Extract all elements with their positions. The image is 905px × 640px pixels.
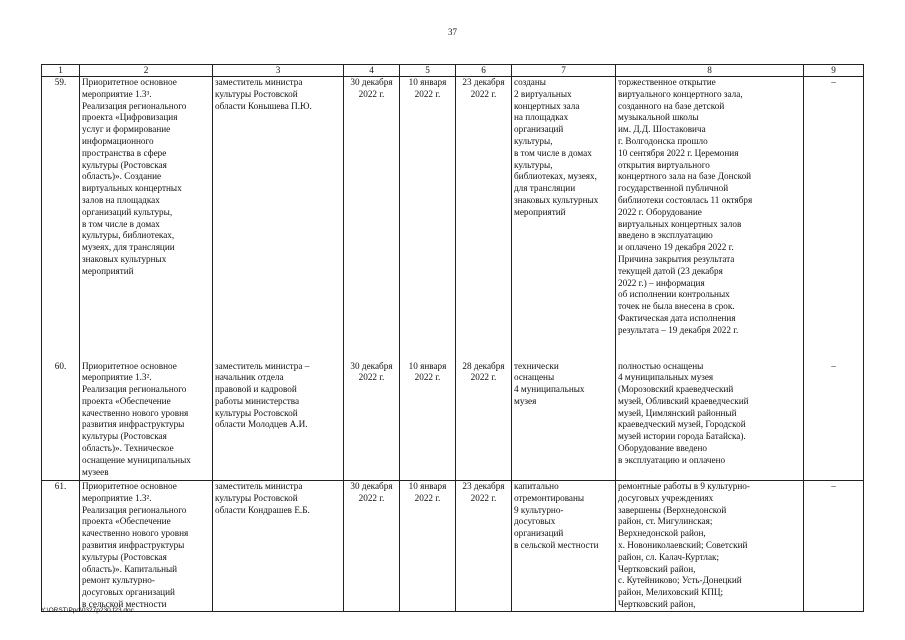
plan-start-cell: 10 января 2022 г. (400, 77, 456, 361)
col-header: 9 (804, 65, 864, 77)
col-header: 7 (512, 65, 616, 77)
page-number: 37 (448, 27, 457, 37)
result-fact-cell: торжественное открытие виртуального концертного зала, созданного на базе детской музыкальной школы им. Д.Д. Шостаковича г. Волгодонска прошло 10 сентября 2022 г. Церемония открытия виртуального концертного зала на базе Донской государственной публичной библиотеки состоялась 11 октября 2022 г. Оборудование виртуальных концертных залов введено в эксплуатацию и оплачено 19 декабря 2022 г. Причина закрытия результата текущей датой (23 декабря 2022 г.) – информация об исполнении контрольных точек не была внесена в срок. Фактическая дата исполнения результата – 19 декабря 2022 г. (616, 77, 804, 361)
col-header: 2 (80, 65, 213, 77)
table-row (42, 77, 864, 361)
result-fact-cell: ремонтные работы в 9 культурно- досуговых учреждениях завершены (Верхнедонской район, ст. Мигулинская; Верхнедонской район, х. Новониколаевский; Советский район, сл. Калач-Куртлак; Чертковский район, с. Кутейниково; Усть-Донецкий район, Мелиховский КПЦ; Чертковский район, (616, 481, 804, 612)
plan-end-cell: 30 декабря 2022 г. (344, 481, 400, 612)
fact-end-cell: 28 декабря 2022 г. (456, 361, 512, 481)
fact-end-cell: 23 декабря 2022 г. (456, 481, 512, 612)
plan-start-cell: 10 января 2022 г. (400, 361, 456, 481)
fact-end-cell: 23 декабря 2022 г. (456, 77, 512, 361)
col-header: 3 (213, 65, 344, 77)
event-cell: Приоритетное основное мероприятие 1.3³. Реализация регионального проекта «Цифровизация услуг и формирование информационного пространства в сфере культуры (Ростовская область)». Создание виртуальных концертных залов на площадках организаций культуры, в том числе в домах культуры, библиотеках, музеях, для трансляции знаковых культурных мероприятий (80, 77, 213, 361)
plan-start-cell: 10 января 2022 г. (400, 481, 456, 612)
result-plan-cell: капитально отремонтированы 9 культурно- досуговых организаций в сельской местности (512, 481, 616, 612)
row-number: 59. (42, 77, 80, 361)
col-header: 4 (344, 65, 400, 77)
col-header: 5 (400, 65, 456, 77)
table-row (42, 361, 864, 481)
note-cell: – (804, 481, 864, 612)
col-header: 1 (42, 65, 80, 77)
col-header: 8 (616, 65, 804, 77)
note-cell: – (804, 361, 864, 481)
event-cell: Приоритетное основное мероприятие 1.3². Реализация регионального проекта «Обеспечение качественно нового уровня развития инфраструктуры культуры (Ростовская область)». Капитальный ремонт культурно- досуговых организаций в сельской местности (80, 481, 213, 612)
result-plan-cell: технически оснащены 4 муниципальных музея (512, 361, 616, 481)
result-fact-cell: полностью оснащены 4 муниципальных музея (Морозовский краеведческий музей, Обливский краеведческий музей, Цимлянский районный краеведческий музей, Городской музей истории города Батайска). Оборудование введено в эксплуатацию и оплачено (616, 361, 804, 481)
column-number-row (42, 65, 864, 77)
row-number: 60. (42, 361, 80, 481)
plan-end-cell: 30 декабря 2022 г. (344, 361, 400, 481)
note-cell: – (804, 77, 864, 361)
responsible-cell: заместитель министра культуры Ростовской области Кондрашев Е.Б. (213, 481, 344, 612)
responsible-cell: заместитель министра культуры Ростовской области Конышева П.Ю. (213, 77, 344, 361)
responsible-cell: заместитель министра – начальник отдела правовой и кадровой работы министерства культуры Ростовской области Молодцев А.И. (213, 361, 344, 481)
row-number: 61. (42, 481, 80, 612)
file-path-footer: Y:\ORST\Ppo\0327p230.f23.doc (41, 607, 134, 614)
event-cell: Приоритетное основное мероприятие 1.3². Реализация регионального проекта «Обеспечение качественно нового уровня развития инфраструктуры культуры (Ростовская область)». Техническое оснащение муниципальных музеев (80, 361, 213, 481)
result-plan-cell: созданы 2 виртуальных концертных зала на площадках организаций культуры, в том числе в домах культуры, библиотеках, музеях, для трансляции знаковых культурных мероприятий (512, 77, 616, 361)
plan-end-cell: 30 декабря 2022 г. (344, 77, 400, 361)
report-table (41, 64, 864, 612)
table-row (42, 481, 864, 612)
col-header: 6 (456, 65, 512, 77)
